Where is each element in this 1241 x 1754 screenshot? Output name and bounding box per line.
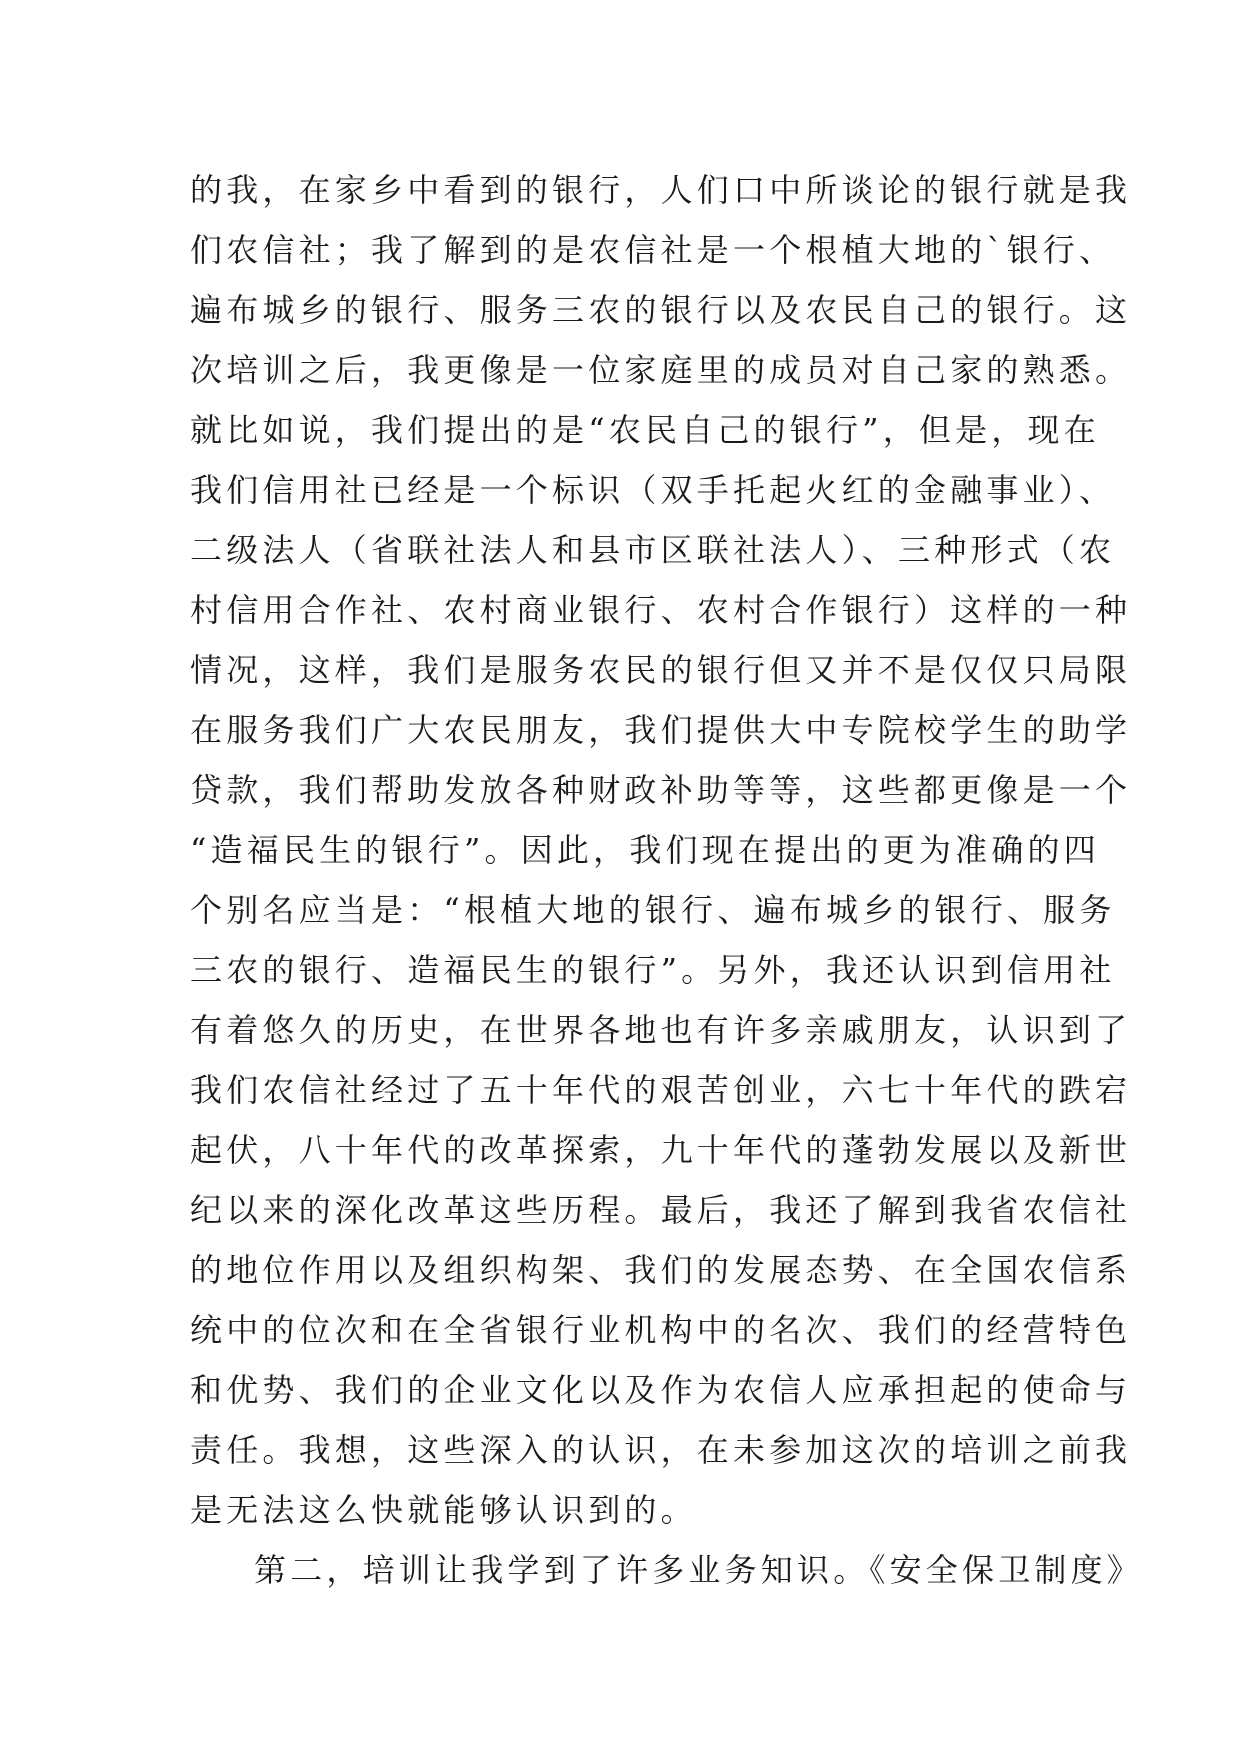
text-line: 的我，在家乡中看到的银行，人们口中所谈论的银行就是我 <box>190 171 1132 209</box>
text-line: 统中的位次和在全省银行业机构中的名次、我们的经营特色 <box>190 1311 1132 1349</box>
text-line: 纪以来的深化改革这些历程。最后，我还了解到我省农信社 <box>190 1191 1132 1229</box>
text-line: 是无法这么快就能够认识到的。 <box>190 1491 697 1529</box>
text-line: 个别名应当是：“根植大地的银行、遍布城乡的银行、服务 <box>190 891 1116 929</box>
text-line: 责任。我想，这些深入的认识，在未参加这次的培训之前我 <box>190 1431 1132 1469</box>
text-line: 次培训之后，我更像是一位家庭里的成员对自己家的熟悉。 <box>190 351 1132 389</box>
text-line: 有着悠久的历史，在世界各地也有许多亲戚朋友，认识到了 <box>190 1011 1132 1049</box>
text-line: 我们信用社已经是一个标识（双手托起火红的金融事业）、 <box>190 471 1116 509</box>
text-line: 二级法人（省联社法人和县市区联社法人）、三种形式（农 <box>190 531 1116 569</box>
text-line: 起伏，八十年代的改革探索，九十年代的蓬勃发展以及新世 <box>190 1131 1132 1169</box>
text-line: 情况，这样，我们是服务农民的银行但又并不是仅仅只局限 <box>190 651 1132 689</box>
text-line: 村信用合作社、农村商业银行、农村合作银行）这样的一种 <box>190 591 1132 629</box>
text-line: 我们农信社经过了五十年代的艰苦创业，六七十年代的跌宕 <box>190 1071 1132 1109</box>
text-line: 贷款，我们帮助发放各种财政补助等等，这些都更像是一个 <box>190 771 1132 809</box>
text-line: 在服务我们广大农民朋友，我们提供大中专院校学生的助学 <box>190 711 1132 749</box>
text-line: “造福民生的银行”。因此，我们现在提出的更为准确的四 <box>190 831 1100 869</box>
text-line: 和优势、我们的企业文化以及作为农信人应承担起的使命与 <box>190 1371 1132 1409</box>
text-line: 们农信社；我了解到的是农信社是一个根植大地的`银行、 <box>190 231 1116 269</box>
text-line: 三农的银行、造福民生的银行”。另外，我还认识到信用社 <box>190 951 1116 989</box>
body-text <box>190 160 1144 1600</box>
text-line: 就比如说，我们提出的是“农民自己的银行”，但是，现在 <box>190 411 1100 449</box>
text-line: 的地位作用以及组织构架、我们的发展态势、在全国农信系 <box>190 1251 1132 1289</box>
text-line: 遍布城乡的银行、服务三农的银行以及农民自己的银行。这 <box>190 291 1132 329</box>
paragraph-start-line: 第二，培训让我学到了许多业务知识。《安全保卫制度》 <box>254 1551 1144 1589</box>
